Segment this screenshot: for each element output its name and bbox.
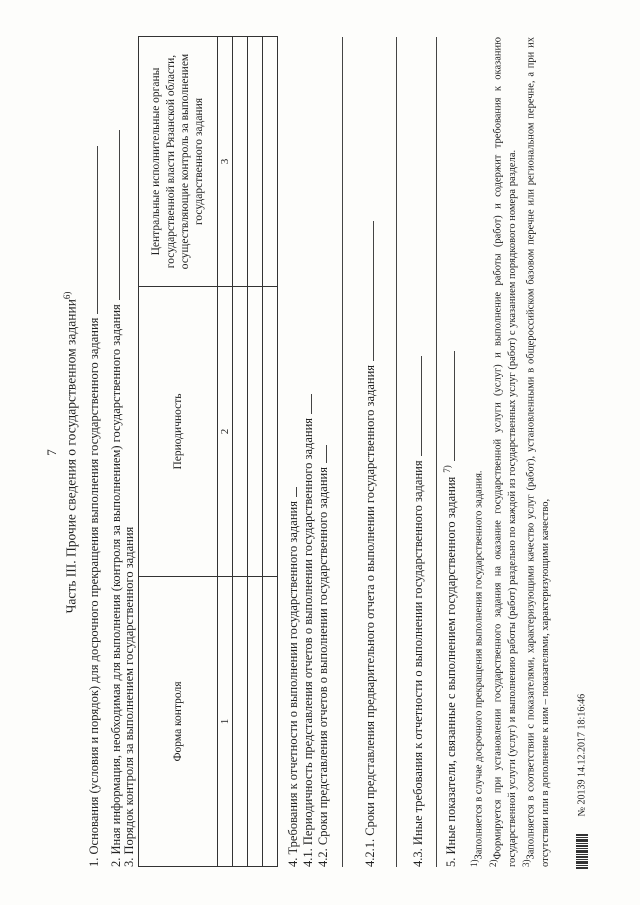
table-cell: [263, 37, 278, 287]
item-4-text: 4. Требования к отчетности о выполнении государственного задания: [286, 501, 300, 867]
item-4-2-continuation-line: [342, 37, 343, 867]
table-cell: [233, 577, 248, 867]
control-table-header-row: [139, 37, 218, 867]
footnote-2-marker: 2): [487, 859, 498, 867]
item-4-3-text: 4.3. Иные требования к отчетности о выполнении государственного задания: [411, 460, 425, 867]
control-form-header: Форма контроля: [139, 577, 218, 867]
item-3: [122, 523, 137, 867]
barcode-logo-icon: [576, 833, 588, 869]
item-4-1: [300, 394, 316, 867]
table-cell: [248, 577, 263, 867]
item-4-1-text: 4.1. Периодичность представления отчетов о выполнении государственного задания: [301, 417, 315, 867]
table-cell: [263, 577, 278, 867]
page-number: 7: [44, 449, 59, 456]
part-title-marker: 6): [62, 291, 72, 300]
item-1-fill-line: [86, 146, 98, 314]
item-2-fill-line: [108, 130, 120, 300]
item-3-text: 3. Порядок контроля за выполнением государственного задания: [122, 526, 136, 867]
table-cell: [263, 287, 278, 577]
part-title: [62, 30, 80, 875]
footnote-3: [520, 37, 553, 867]
footnote-1-text: Заполняется в случае досрочного прекращения выполнения государственного задания.: [473, 470, 485, 860]
item-4-3-fill-line: [410, 356, 422, 456]
item-4-2-text: 4.2. Сроки представления отчетов о выполнении государственного задания: [316, 467, 330, 867]
item-4-3: [410, 356, 426, 867]
item-4-fill-line: [285, 487, 297, 497]
footnotes: [468, 37, 554, 867]
table-cell: [248, 287, 263, 577]
periodicity-header: Периодичность: [139, 287, 218, 577]
item-4-2: [315, 445, 331, 867]
item-4: [285, 487, 301, 867]
item-4-2-fill-line: [315, 445, 327, 463]
document-id: № 20139 14.12.2017 18:16:46: [576, 693, 588, 817]
footnote-3-marker: 3): [521, 859, 532, 867]
footnote-2: [487, 37, 520, 867]
document-stamp: [576, 694, 588, 869]
column-number-1: 1: [218, 577, 233, 867]
item-1: [86, 146, 102, 867]
control-table-empty-row: [248, 37, 263, 867]
control-table-number-row: [218, 37, 233, 867]
column-number-2: 2: [218, 287, 233, 577]
item-5-text: 5. Иные показатели, связанные с выполнением государственного задания: [444, 476, 459, 867]
footnote-3-text: Заполняется в соответствии с показателями, характеризующими качество услуг (работ), установленными в общероссийском базовом перечне или региональном перечне, а при их отсутствии или в дополнение к ним – показателями, характеризующими качество,: [525, 37, 552, 867]
footnote-1: [468, 37, 487, 867]
column-number-3: 3: [218, 37, 233, 287]
control-table: [138, 36, 278, 867]
item-2-text: 2. Иная информация, необходимая для выполнения (контроля за выполнением) государственного задания: [109, 304, 123, 867]
footnote-2-text: Формируется при установлении государственного задания на оказание государственной услуги (услуг) и выполнение работы (работ) и содержит требования к оказанию государственной услуги (услуг) и выполнению работы (работ) раздельно по каждой из государственных услуг (работ) с указанием порядкового номера раздела.: [492, 37, 518, 867]
item-5-fill-line: [443, 351, 455, 461]
item-4-2-1-text: 4.2.1. Сроки представления предварительного отчета о выполнении государственного задания: [363, 364, 377, 867]
control-table-empty-row: [233, 37, 248, 867]
part-title-text: Часть III. Прочие сведения о государственном задании: [63, 299, 79, 614]
item-4-1-fill-line: [300, 394, 312, 414]
item-4-2-1-fill-line: [362, 221, 374, 361]
control-authority-header: Центральные исполнительные органы государственной власти Рязанской области, осуществляющие контроль за выполнением государственного задания: [139, 37, 218, 287]
item-4-2-1: [362, 221, 378, 867]
item-5-marker: 7): [442, 465, 452, 473]
item-4-3-continuation-line: [436, 37, 437, 867]
control-table-empty-row: [263, 37, 278, 867]
footnote-1-marker: 1): [469, 859, 479, 867]
table-cell: [233, 37, 248, 287]
document-page: [38, 30, 598, 875]
item-5: [442, 351, 459, 867]
table-cell: [248, 37, 263, 287]
item-4-2-1-continuation-line: [396, 37, 397, 867]
table-cell: [233, 287, 248, 577]
item-1-text: 1. Основания (условия и порядок) для досрочного прекращения выполнения государственного задания: [87, 317, 101, 867]
